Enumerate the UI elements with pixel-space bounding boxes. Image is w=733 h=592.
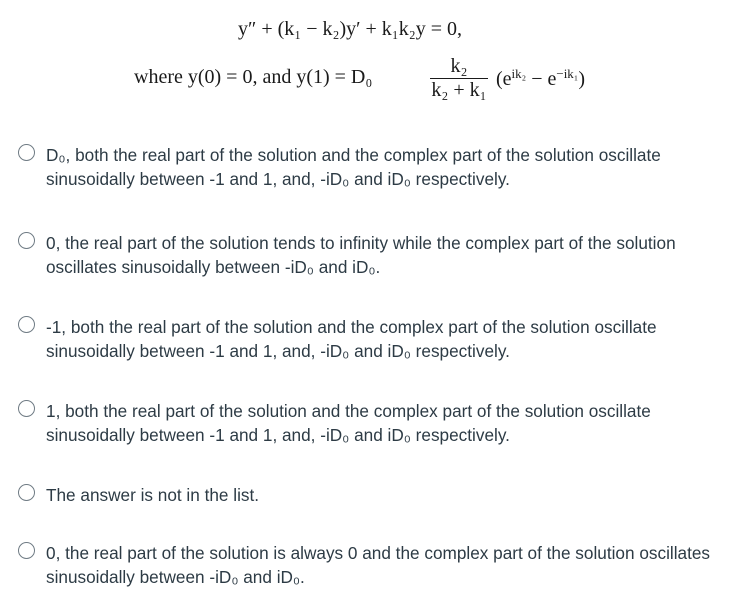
option-body: , both the real part of the solution and the complex part of the solution oscillate sinusoidally between -1 and 1, and, -iD₀ and iD₀ respectively. bbox=[46, 317, 657, 361]
option-text bbox=[46, 143, 718, 191]
option-lead: -1 bbox=[46, 317, 62, 337]
option-text bbox=[46, 399, 718, 447]
radio-button[interactable] bbox=[18, 316, 35, 333]
option-body: The answer is not in the list. bbox=[46, 485, 260, 505]
radio-button[interactable] bbox=[18, 400, 35, 417]
option-body: , the real part of the solution tends to infinity while the complex part of the solution oscillates sinusoidally between -iD₀ and iD₀. bbox=[46, 233, 676, 277]
radio-button[interactable] bbox=[18, 542, 35, 559]
exponential-term: $(e^{ik_2} - e^{-ik_1})$ bbox=[496, 66, 586, 90]
radio-button[interactable] bbox=[18, 484, 35, 501]
fraction bbox=[430, 56, 488, 101]
equation-line-1: y″ + (k₁ − k₂)y′ + k₁k₂y = 0, bbox=[238, 18, 463, 40]
radio-button[interactable] bbox=[18, 232, 35, 249]
option-lead: 1 bbox=[46, 401, 56, 421]
option-lead: D₀ bbox=[46, 145, 66, 165]
option-lead: 0 bbox=[46, 543, 56, 563]
differential-equation bbox=[238, 18, 462, 41]
option-text bbox=[46, 315, 718, 363]
option-text bbox=[46, 231, 718, 279]
fraction-denominator: k₂ + k₁ bbox=[431, 79, 487, 101]
fraction-numerator: k₂ bbox=[450, 55, 468, 77]
option-text bbox=[46, 541, 718, 589]
boundary-lead: where y(0) = 0, and y(1) = D₀ bbox=[134, 66, 373, 88]
radio-button[interactable] bbox=[18, 144, 35, 161]
option-text bbox=[46, 483, 718, 507]
option-body: , both the real part of the solution and the complex part of the solution oscillate sinusoidally between -1 and 1, and, -iD₀ and iD₀ respectively. bbox=[46, 145, 661, 189]
option-body: , both the real part of the solution and the complex part of the solution oscillate sinusoidally between -1 and 1, and, -iD₀ and iD₀ respectively. bbox=[46, 401, 651, 445]
option-body: , the real part of the solution is always 0 and the complex part of the solution oscillates sinusoidally between -iD₀ and iD₀. bbox=[46, 543, 711, 587]
option-lead: 0 bbox=[46, 233, 56, 253]
